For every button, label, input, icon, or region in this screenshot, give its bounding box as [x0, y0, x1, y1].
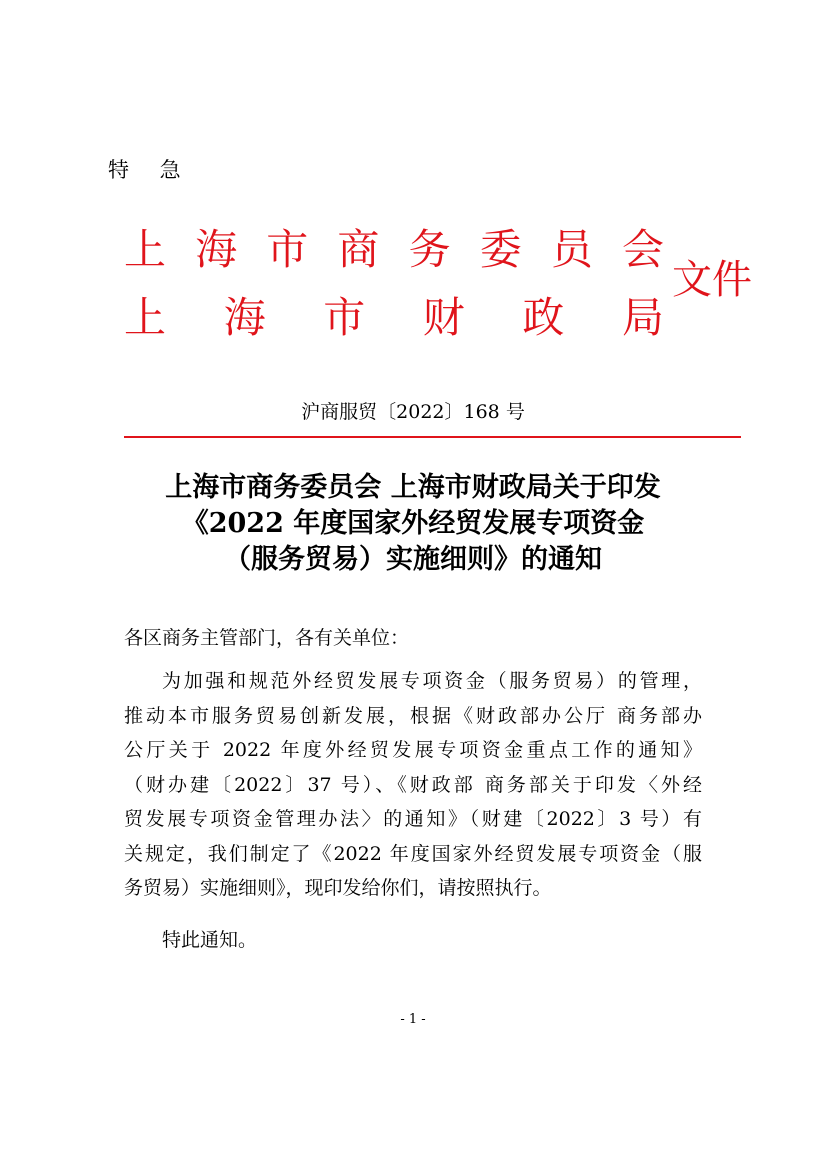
issuer-char: 局	[621, 293, 664, 342]
issuer-char: 市	[323, 293, 366, 342]
issuer-finance-bureau	[124, 294, 664, 342]
body-paragraph	[124, 664, 702, 906]
issuer-char: 财	[422, 293, 465, 342]
title-line: 《2022 年度国家外经贸发展专项资金	[181, 508, 645, 539]
issuer-commerce-commission	[124, 226, 664, 274]
body-line: 推动本市服务贸易创新发展，根据《财政部办公厅 商务部办	[124, 704, 702, 727]
body-line: （财办建〔2022〕37 号）、《财政部 商务部关于印发〈外经	[124, 773, 702, 796]
issuer-char: 务	[408, 225, 451, 274]
issuer-char: 海	[195, 225, 238, 274]
body-line: 关规定，我们制定了《2022 年度国家外经贸发展专项资金（服	[124, 842, 702, 865]
title-line: 上海市商务委员会 上海市财政局关于印发	[165, 472, 661, 503]
body-line: 公厅关于 2022 年度外经贸发展专项资金重点工作的通知》	[124, 739, 702, 761]
issuer-char: 海	[223, 293, 266, 342]
issuer-char: 上	[124, 225, 167, 274]
issuer-char: 员	[550, 225, 593, 274]
page-number: - 1 -	[400, 1012, 426, 1027]
document-title	[100, 470, 726, 578]
issuer-char: 委	[479, 225, 522, 274]
title-line: （服务贸易）实施细则》的通知	[224, 544, 602, 575]
issuer-char: 市	[266, 225, 309, 274]
document-number: 沪商服贸〔2022〕168 号	[301, 401, 525, 423]
closing-remark: 特此通知。	[162, 929, 258, 951]
body-line: 务贸易）实施细则》，现印发给你们，请按照执行。	[124, 877, 552, 899]
body-line: 贸发展专项资金管理办法〉的通知》（财建〔2022〕3 号）有	[124, 808, 702, 830]
issuer-char: 政	[522, 293, 565, 342]
issuer-char: 会	[621, 225, 664, 274]
red-divider-line	[124, 436, 741, 438]
body-line: 为加强和规范外经贸发展专项资金（服务贸易）的管理，	[162, 670, 702, 692]
issuer-char: 商	[337, 225, 380, 274]
document-type-suffix: 文件	[672, 257, 752, 303]
salutation: 各区商务主管部门，各有关单位：	[124, 627, 410, 649]
priority-label: 特 急	[108, 158, 193, 182]
issuer-char: 上	[124, 293, 167, 342]
